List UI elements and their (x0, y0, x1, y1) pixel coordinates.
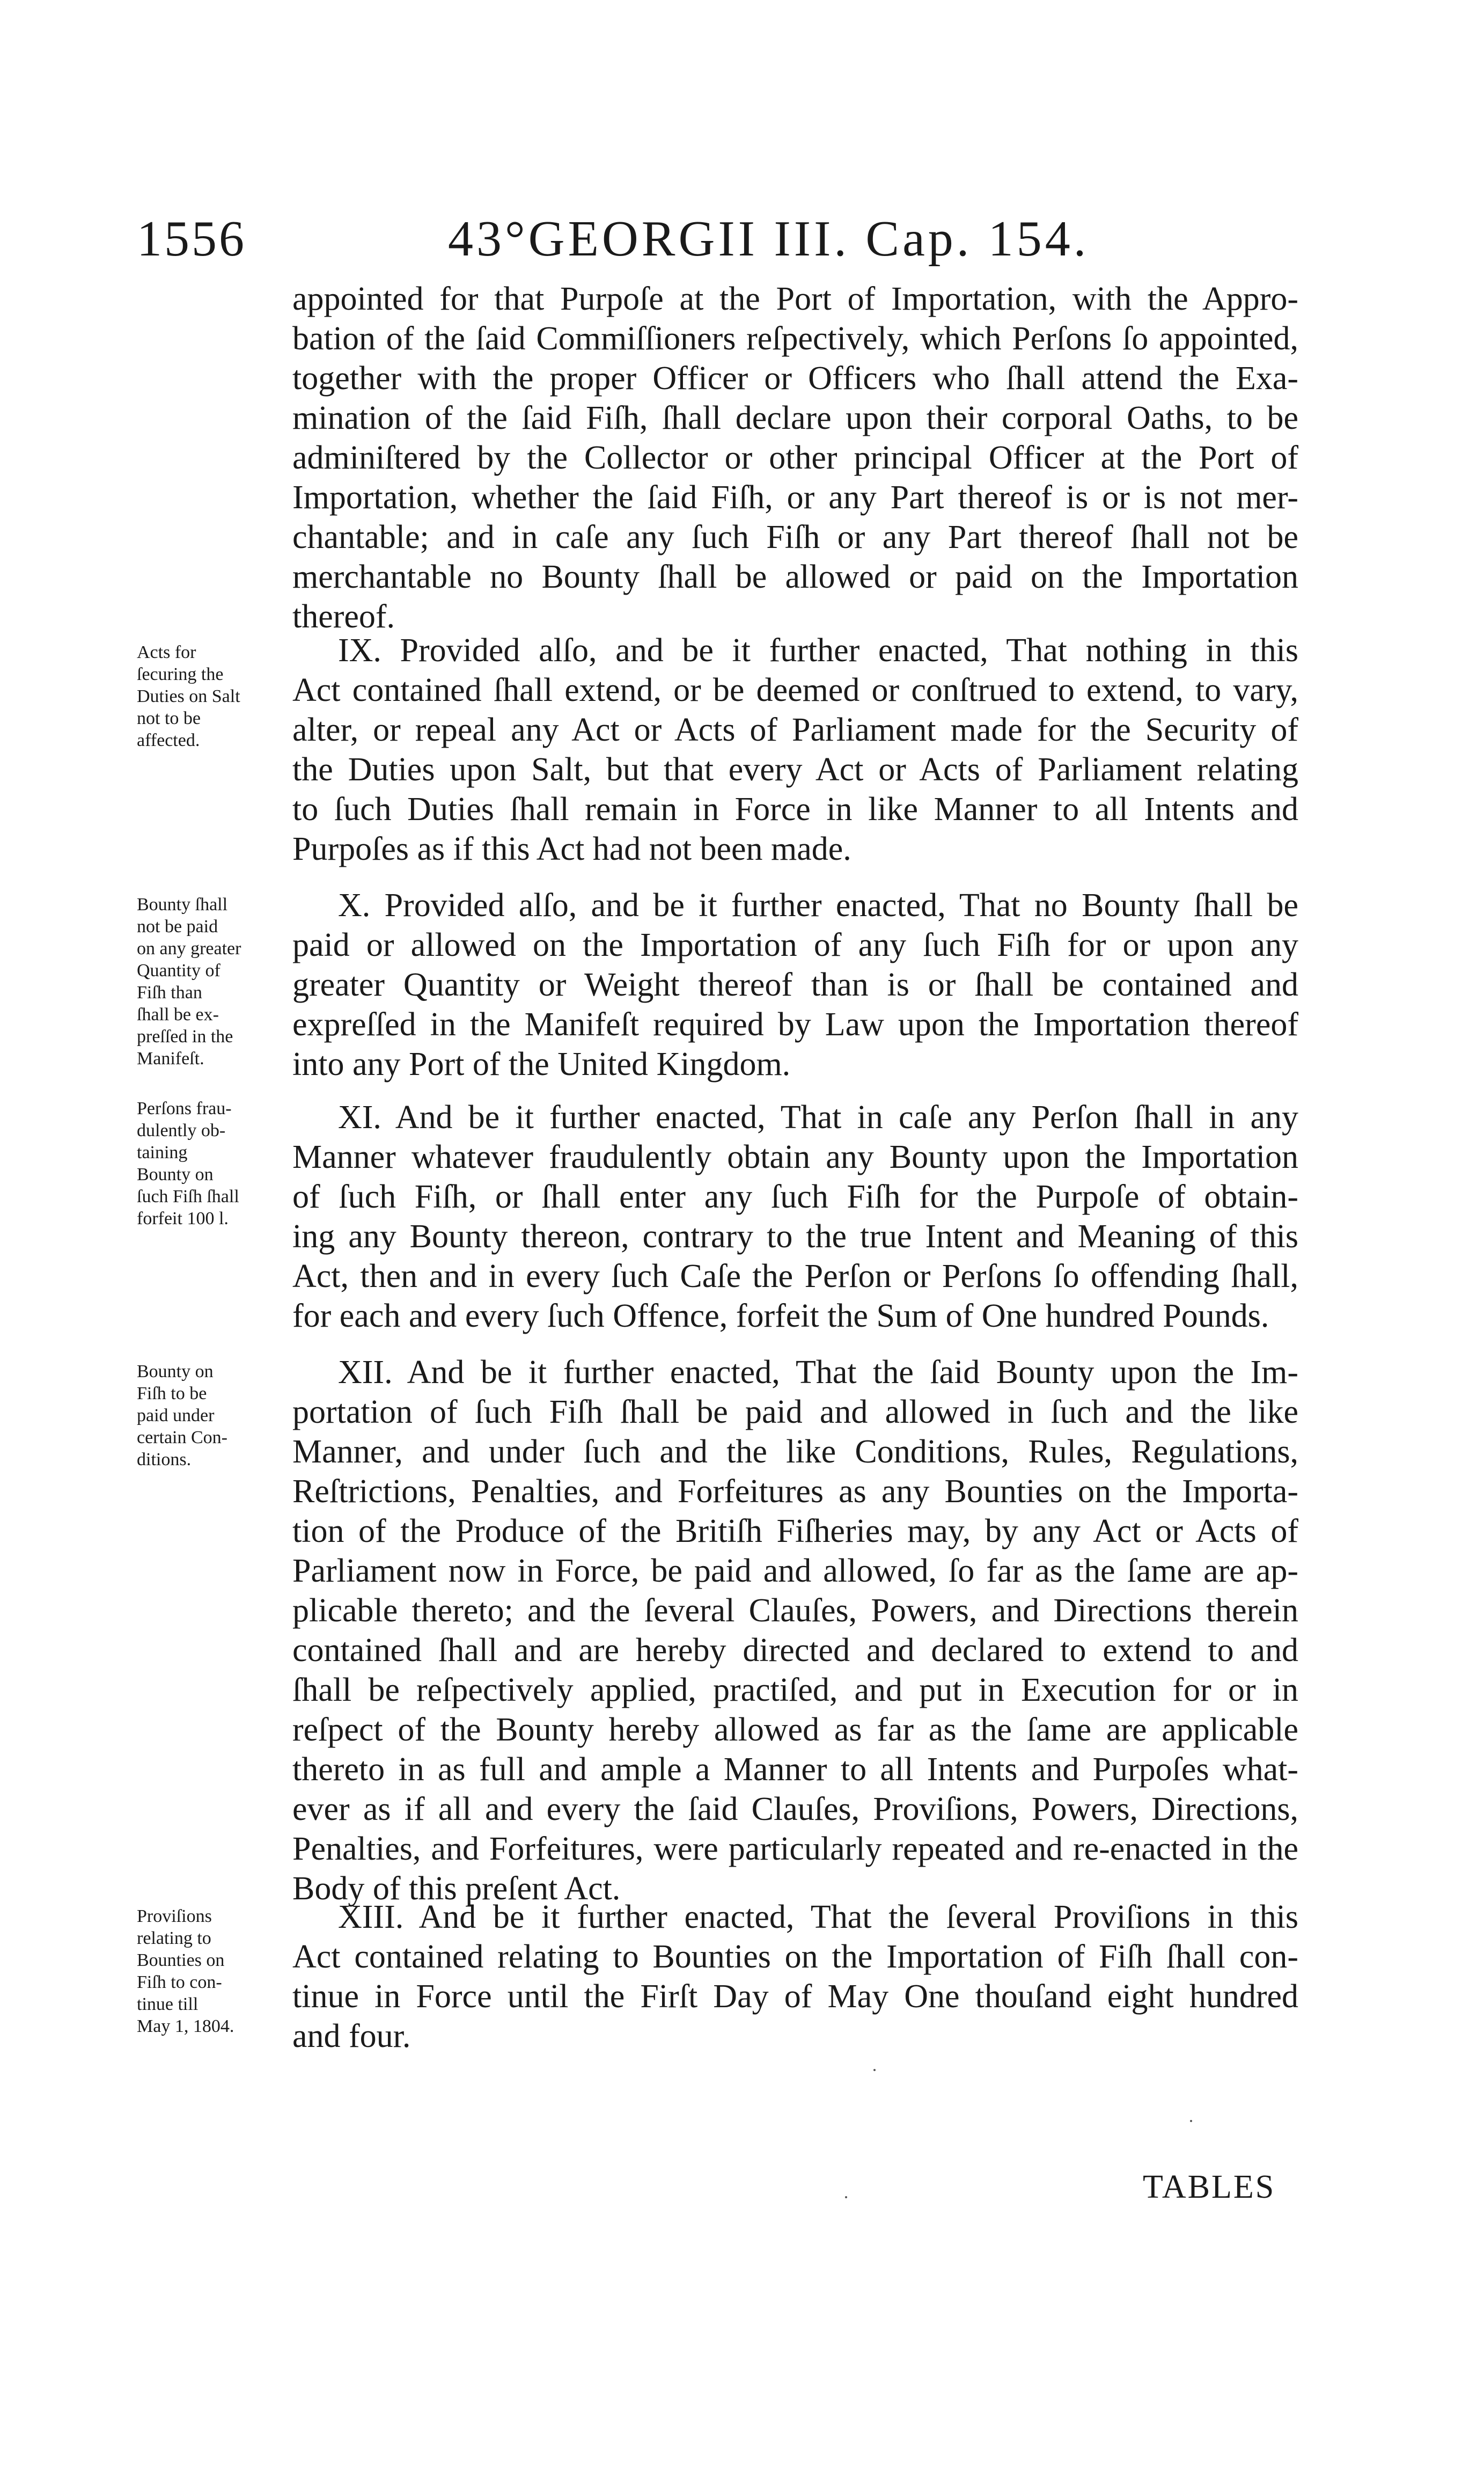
text-line: thereto in as full and ample a Manner to all Intents and Purpoſes what- (292, 1751, 1298, 1788)
text-line: tinue in Force until the Firſt Day of May One thouſand eight hundred (292, 1978, 1298, 2015)
page-header (137, 207, 1156, 271)
text-line: appointed for that Purpoſe at the Port of Importation, with the Appro- (292, 281, 1298, 317)
text-line: Act, then and in every ſuch Caſe the Perſon or Perſons ſo offending ſhall, (292, 1258, 1298, 1294)
margin-note-line: taining (137, 1143, 188, 1162)
text-line: Manner, and under ſuch and the like Conditions, Rules, Regulations, (292, 1434, 1298, 1470)
text-line: Manner whatever fraudulently obtain any Bounty upon the Importation (292, 1139, 1298, 1175)
text-line: Act contained ſhall extend, or be deemed or conſtrued to extend, to vary, (292, 672, 1298, 708)
margin-note-line: tinue till (137, 1994, 199, 2014)
margin-note-line: certain Con- (137, 1428, 227, 1447)
margin-note-line: Bounty on (137, 1165, 214, 1184)
margin-note-section-11 (137, 1098, 282, 1230)
section-10-paragraph (292, 886, 1298, 1084)
margin-note-line: Manifeſt. (137, 1049, 204, 1069)
text-line: to ſuch Duties ſhall remain in Force in like Manner to all Intents and (292, 791, 1298, 828)
margin-note-line: Perſons frau- (137, 1099, 232, 1118)
margin-note-line: ſhall be ex- (137, 1005, 219, 1025)
text-line: mination of the ſaid Fiſh, ſhall declare upon their corporal Oaths, to be (292, 400, 1298, 436)
text-line: tion of the Produce of the Britiſh Fiſheries may, by any Act or Acts of (292, 1513, 1298, 1549)
text-line: ing any Bounty thereon, contrary to the true Intent and Meaning of this (292, 1218, 1298, 1255)
text-line: adminiſtered by the Collector or other principal Officer at the Port of (292, 440, 1298, 476)
page-number: 1556 (137, 211, 246, 267)
margin-note-line: not be paid (137, 917, 218, 937)
ink-speck (1190, 2120, 1192, 2122)
text-line: Penalties, and Forfeitures, were particularly repeated and re-enacted in the (292, 1831, 1298, 1867)
paragraph-continuation (292, 279, 1298, 637)
margin-note-line: not to be (137, 708, 201, 728)
margin-note-line: forfeit 100 l. (137, 1209, 229, 1228)
text-line: alter, or repeal any Act or Acts of Parliament made for the Security of (292, 712, 1298, 748)
section-12-paragraph (292, 1352, 1298, 1908)
text-line: and four. (292, 2018, 411, 2054)
margin-note-line: May 1, 1804. (137, 2016, 234, 2036)
text-line: paid or allowed on the Importation of any ſuch Fiſh for or upon any (292, 927, 1298, 963)
text-line: together with the proper Officer or Officers who ſhall attend the Exa- (292, 360, 1298, 397)
text-line: the Duties upon Salt, but that every Act or Acts of Parliament relating (292, 751, 1298, 788)
text-line: portation of ſuch Fiſh ſhall be paid and allowed in ſuch and the like (292, 1394, 1298, 1430)
running-title: 43°GEORGII III. Cap. 154. (448, 211, 1090, 267)
margin-note-line: Bounties on (137, 1950, 225, 1970)
text-line: IX. Provided alſo, and be it further enacted, That nothing in this (338, 632, 1298, 669)
margin-note-line: affected. (137, 730, 200, 750)
margin-note-line: Bounty ſhall (137, 895, 228, 915)
text-line: reſpect of the Bounty hereby allowed as far as the ſame are applicable (292, 1712, 1298, 1748)
text-line: of ſuch Fiſh, or ſhall enter any ſuch Fiſh for the Purpoſe of obtain- (292, 1179, 1298, 1215)
margin-note-line: ſuch Fiſh ſhall (137, 1187, 239, 1206)
margin-note-line: Bounty on (137, 1362, 214, 1381)
ink-speck (845, 2196, 847, 2198)
ink-speck (873, 2069, 876, 2071)
text-line: merchantable no Bounty ſhall be allowed or paid on the Importation (292, 559, 1298, 595)
margin-note-line: dulently ob- (137, 1121, 226, 1140)
margin-note-line: Fiſh than (137, 983, 202, 1003)
text-line: Reſtrictions, Penalties, and Forfeitures as any Bounties on the Importa- (292, 1473, 1298, 1510)
text-line: expreſſed in the Manifeſt required by Law upon the Importation thereof (292, 1006, 1298, 1043)
margin-note-line: ditions. (137, 1450, 192, 1469)
catchword: TABLES (1143, 2169, 1276, 2205)
margin-note-line: ſecuring the (137, 664, 224, 684)
text-line: ſhall be reſpectively applied, practiſed, and put in Execution for or in (292, 1672, 1298, 1708)
text-line: Body of this preſent Act. (292, 1870, 621, 1907)
margin-note-line: Proviſions (137, 1906, 212, 1926)
text-line: XIII. And be it further enacted, That the ſeveral Proviſions in this (338, 1899, 1298, 1935)
text-line: XI. And be it further enacted, That in caſe any Perſon ſhall in any (338, 1099, 1298, 1136)
text-line: for each and every ſuch Offence, forfeit the Sum of One hundred Pounds. (292, 1298, 1269, 1334)
section-11-paragraph (292, 1098, 1298, 1336)
text-line: greater Quantity or Weight thereof than is or ſhall be contained and (292, 967, 1298, 1003)
margin-note-section-10 (137, 894, 282, 1070)
margin-note-line: Fiſh to con- (137, 1972, 222, 1992)
margin-note-line: Quantity of (137, 961, 221, 981)
text-line: chantable; and in caſe any ſuch Fiſh or any Part thereof ſhall not be (292, 519, 1298, 555)
margin-note-line: on any greater (137, 939, 241, 959)
text-line: bation of the ſaid Commiſſioners reſpectively, which Perſons ſo appointed, (292, 320, 1298, 357)
margin-note-section-13 (137, 1905, 282, 2037)
section-9-paragraph (292, 631, 1298, 869)
text-line: ever as if all and every the ſaid Clauſes, Proviſions, Powers, Directions, (292, 1791, 1298, 1827)
text-line: Importation, whether the ſaid Fiſh, or any Part thereof is or is not mer- (292, 479, 1298, 516)
text-line: Act contained relating to Bounties on the Importation of Fiſh ſhall con- (292, 1939, 1298, 1975)
section-13-paragraph (292, 1897, 1298, 2056)
text-line: plicable thereto; and the ſeveral Clauſes, Powers, and Directions therein (292, 1592, 1298, 1629)
margin-note-line: Duties on Salt (137, 686, 240, 706)
text-line: Parliament now in Force, be paid and allowed, ſo far as the ſame are ap- (292, 1553, 1298, 1589)
margin-note-line: Acts for (137, 642, 196, 662)
text-line: into any Port of the United Kingdom. (292, 1046, 791, 1083)
text-line: contained ſhall and are hereby directed and declared to extend to and (292, 1632, 1298, 1669)
margin-note-line: preſſed in the (137, 1027, 233, 1047)
text-line: X. Provided alſo, and be it further enacted, That no Bounty ſhall be (338, 887, 1298, 924)
margin-note-section-9 (137, 641, 282, 751)
text-line: thereof. (292, 598, 395, 635)
margin-note-line: paid under (137, 1406, 215, 1425)
margin-note-section-12 (137, 1361, 282, 1471)
margin-note-line: relating to (137, 1928, 211, 1948)
text-line: XII. And be it further enacted, That the ſaid Bounty upon the Im- (338, 1354, 1298, 1391)
text-line: Purpoſes as if this Act had not been made. (292, 831, 851, 867)
margin-note-line: Fiſh to be (137, 1384, 207, 1403)
